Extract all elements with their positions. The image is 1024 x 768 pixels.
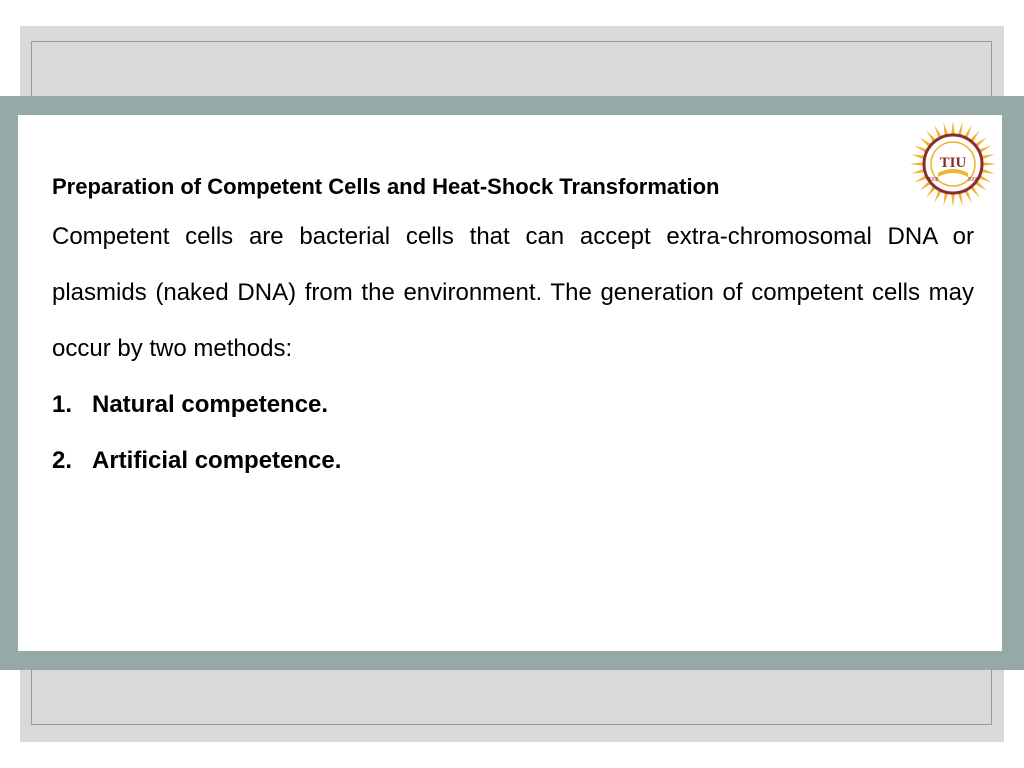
sun-ray <box>911 169 924 174</box>
sun-ray <box>911 154 924 159</box>
sun-ray <box>958 193 963 206</box>
logo-initials: TIU <box>939 155 967 171</box>
sun-ray <box>951 194 955 207</box>
slide-content <box>52 167 974 489</box>
list-item <box>52 433 974 489</box>
sun-ray <box>979 145 992 152</box>
sun-ray <box>943 193 948 206</box>
sun-ray <box>964 190 971 203</box>
sun-ray <box>934 190 941 203</box>
list-item-label: Natural competence. <box>92 391 329 418</box>
sun-ray <box>914 175 927 182</box>
slide-paragraph: Competent cells are bacterial cells that can accept extra-chromosomal DNA or plasmids (naked DNA) from the environment. The generation of competent cells may occur by two methods: <box>52 223 974 362</box>
list-item-number: 1. <box>52 391 73 418</box>
sun-ray <box>982 154 995 159</box>
slide-title: Preparation of Competent Cells and Heat-Shock Transformation <box>52 174 720 199</box>
sun-ray <box>958 122 963 135</box>
logo-year-right: 2008 <box>967 177 979 183</box>
sun-ray <box>964 125 971 138</box>
sun-ray <box>914 145 927 152</box>
sun-ray <box>910 162 923 166</box>
list-item-number: 2. <box>52 447 73 474</box>
university-logo <box>908 119 998 209</box>
sun-ray <box>951 121 955 134</box>
methods-list <box>52 377 974 489</box>
slide-canvas <box>18 115 1002 651</box>
sun-ray <box>982 169 995 174</box>
list-item-label: Artificial competence. <box>92 447 342 474</box>
sun-ray <box>983 162 996 166</box>
sun-ray <box>934 125 941 138</box>
list-item <box>52 377 974 433</box>
logo-year-left: 2008 <box>927 177 939 183</box>
sun-ray <box>943 122 948 135</box>
sun-ray <box>979 175 992 182</box>
